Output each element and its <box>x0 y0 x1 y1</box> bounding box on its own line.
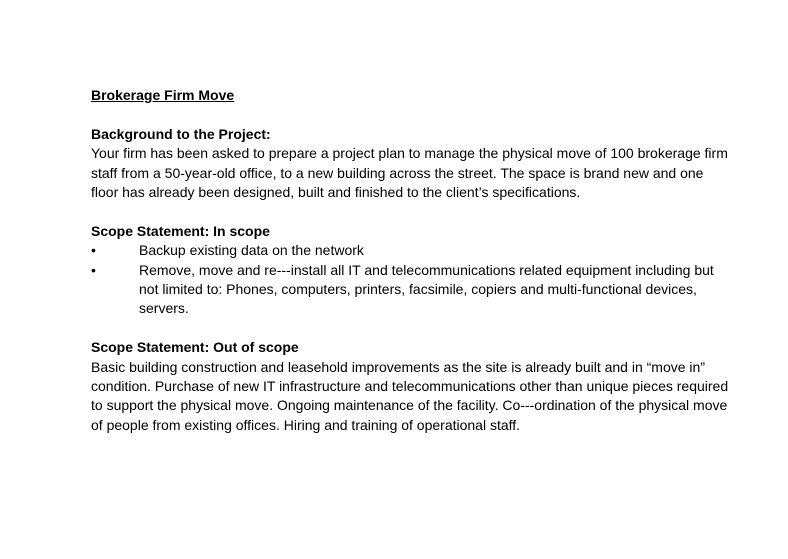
list-item <box>91 241 731 260</box>
spacer <box>91 105 731 124</box>
document-title: Brokerage Firm Move <box>91 87 235 103</box>
background-paragraph: Your firm has been asked to prepare a project plan to manage the physical move of 100 brokerage firm staff from a 50-year-old office, to a new building across the street. The space is brand new and one floor has already been designed, built and finished to the client’s specifications. <box>91 145 728 201</box>
bullet-icon: • <box>91 261 96 278</box>
in-scope-heading: Scope Statement: In scope <box>91 222 270 239</box>
in-scope-list <box>91 241 731 319</box>
out-of-scope-paragraph: Basic building construction and leasehold improvements as the site is already built and in “move in” condition. Purchase of new IT infrastructure and telecommunications other than unique pieces required to support the physical move. Ongoing maintenance of the facility. Co---ordination of the physical move of people from existing offices. Hiring and training of operational staff. <box>91 358 729 433</box>
spacer <box>91 202 731 221</box>
list-item <box>91 261 731 319</box>
bullet-icon: • <box>91 242 96 259</box>
list-item-text: Backup existing data on the network <box>139 242 364 259</box>
spacer <box>91 319 731 338</box>
out-of-scope-heading: Scope Statement: Out of scope <box>91 339 299 356</box>
document-page <box>91 86 731 435</box>
background-heading: Background to the Project: <box>91 125 271 142</box>
list-item-text: Remove, move and re---install all IT and telecommunications related equipment including but not limited to: Phones, computers, printers, facsimile, copiers and multi-functional devices, servers. <box>139 261 714 317</box>
